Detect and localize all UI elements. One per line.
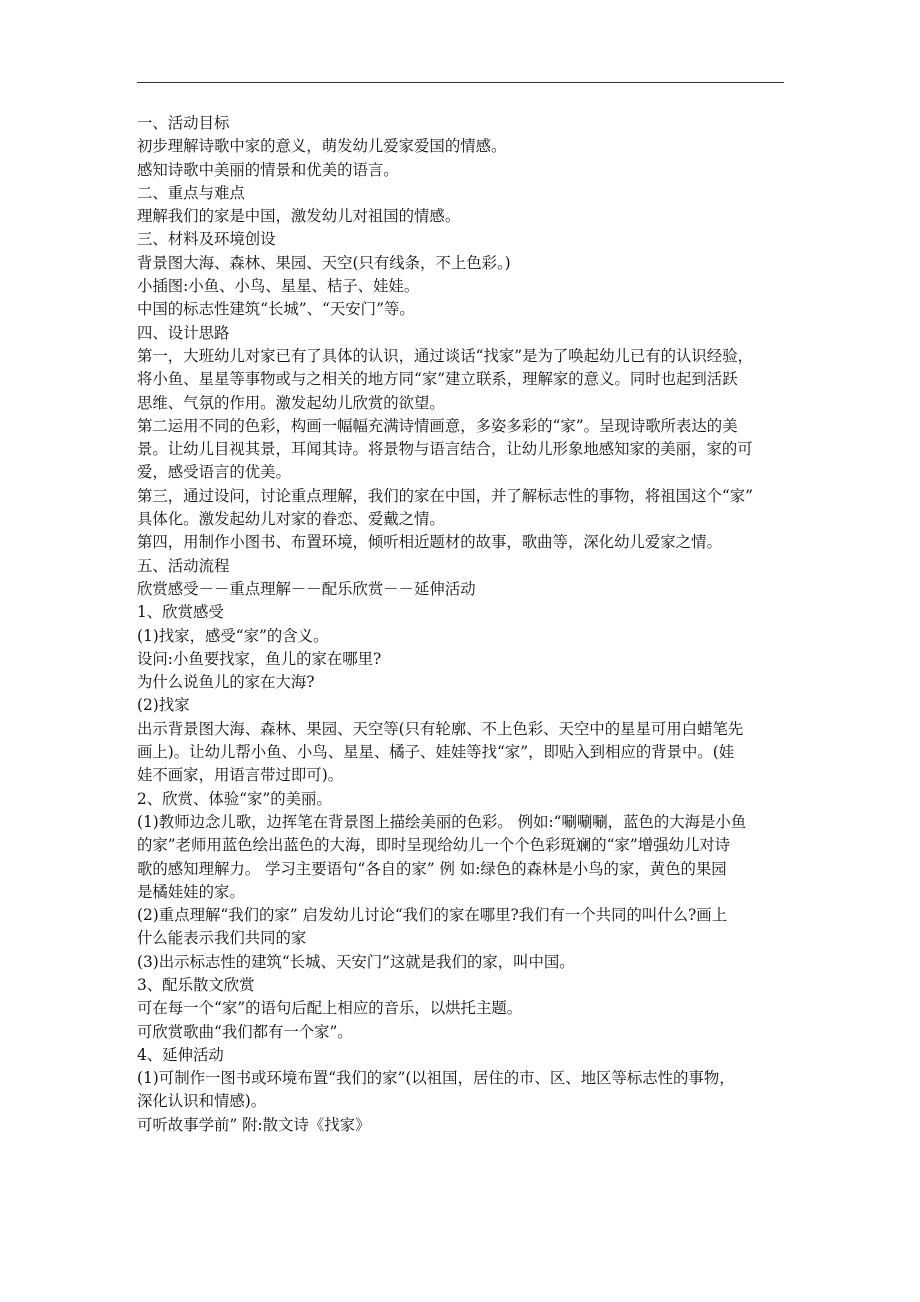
text-line: 将小鱼、星星等事物或与之相关的地方同“家”建立联系，理解家的意义。同时也起到活跃 <box>137 370 738 389</box>
text-line: 第四，用制作小图书、布置环境，倾听相近题材的故事，歌曲等，深化幼儿爱家之情。 <box>137 533 722 552</box>
text-line: (1)可制作一图书或环境布置“我们的家”(以祖国，居住的市、区、地区等标志性的事物， <box>137 1069 735 1088</box>
text-line: 理解我们的家是中国，激发幼儿对祖国的情感。 <box>137 207 461 226</box>
text-line: 欣赏感受－－重点理解－－配乐欣赏－－延伸活动 <box>137 579 476 598</box>
text-line: 是橘娃娃的家。 <box>137 882 245 901</box>
text-line: 可听故事学前” 附:散文诗《找家》 <box>137 1115 371 1134</box>
text-line: 第三，通过设问，讨论重点理解，我们的家在中国，并了解标志性的事物，将祖国这个“家” <box>137 486 753 505</box>
subheading-music-prose: 3、配乐散文欣赏 <box>137 975 255 994</box>
text-line: 歌的感知理解力。 学习主要语句“各自的家” 例 如:绿色的森林是小鸟的家，黄色的果园 <box>137 859 727 878</box>
text-line: (3)出示标志性的建筑“长城、天安门”这就是我们的家，叫中国。 <box>137 952 575 971</box>
heading-design-ideas: 四、设计思路 <box>137 323 230 342</box>
text-line: 景。让幼儿目视其景，耳闻其诗。将景物与语言结合，让幼儿形象地感知家的美丽，家的可 <box>137 440 753 459</box>
subheading-appreciation: 1、欣赏感受 <box>137 603 224 622</box>
text-line: 娃不画家，用语言带过即可)。 <box>137 766 344 785</box>
text-line: 深化认识和情感)。 <box>137 1092 267 1111</box>
text-line: 画上)。让幼儿帮小鱼、小鸟、星星、橘子、娃娃等找“家”，即贴入到相应的背景中。(娃 <box>137 743 735 762</box>
subheading-experience: 2、欣赏、体验“家”的美丽。 <box>137 789 332 808</box>
text-line: 的家”老师用蓝色绘出蓝色的大海，即时呈现给幼儿一个个色彩斑斓的“家”增强幼儿对诗 <box>137 836 731 855</box>
header-rule <box>137 82 784 83</box>
text-line: 为什么说鱼儿的家在大海? <box>137 673 315 692</box>
text-line: 第二运用不同的色彩，构画一幅幅充满诗情画意，多姿多彩的“家”。呈现诗歌所表达的美 <box>137 416 738 435</box>
text-line: 设问:小鱼要找家，鱼儿的家在哪里? <box>137 649 382 668</box>
document-body <box>137 112 787 1137</box>
text-line: 可在每一个“家”的语句后配上相应的音乐，以烘托主题。 <box>137 999 523 1018</box>
text-line: 具体化。激发起幼儿对家的眷恋、爱戴之情。 <box>137 510 445 529</box>
subheading-extension: 4、延伸活动 <box>137 1045 224 1064</box>
text-line: 第一，大班幼儿对家已有了具体的认识，通过谈话“找家”是为了唤起幼儿已有的认识经验， <box>137 346 753 365</box>
text-line: (1)找家，感受“家”的含义。 <box>137 626 329 645</box>
text-line: 出示背景图大海、森林、果园、天空等(只有轮廓、不上色彩、天空中的星星可用白蜡笔先 <box>137 719 744 738</box>
text-line: 可欣赏歌曲“我们都有一个家”。 <box>137 1022 353 1041</box>
text-line: 中国的标志性建筑“长城”、“天安门”等。 <box>137 300 415 319</box>
text-line: (2)找家 <box>137 696 190 715</box>
text-line: 小插图:小鱼、小鸟、星星、桔子、娃娃。 <box>137 277 420 296</box>
heading-materials: 三、材料及环境创设 <box>137 230 276 249</box>
heading-activity-goals: 一、活动目标 <box>137 114 230 132</box>
text-line: 背景图大海、森林、果园、天空(只有线条，不上色彩。) <box>137 253 511 272</box>
text-line: 爱，感受语言的优美。 <box>137 463 291 482</box>
text-line: (2)重点理解“我们的家” 启发幼儿讨论“我们的家在哪里?我们有一个共同的叫什么?画上 <box>137 906 728 925</box>
text-line: 思维、气氛的作用。激发起幼儿欣赏的欲望。 <box>137 393 445 412</box>
heading-activity-flow: 五、活动流程 <box>137 556 230 575</box>
text-line: 感知诗歌中美丽的情景和优美的语言。 <box>137 160 399 179</box>
text-line: 初步理解诗歌中家的意义，萌发幼儿爱家爱国的情感。 <box>137 137 507 156</box>
text-line: (1)教师边念儿歌，边挥笔在背景图上描绘美丽的色彩。 例如:“唰唰唰，蓝色的大海是小鱼 <box>137 812 747 831</box>
text-line: 什么能表示我们共同的家 <box>137 929 307 948</box>
heading-key-points: 二、重点与难点 <box>137 183 245 202</box>
